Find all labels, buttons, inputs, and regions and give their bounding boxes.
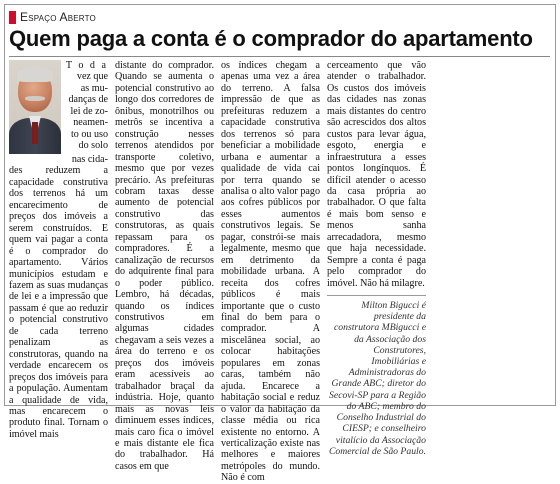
article-columns bbox=[9, 60, 550, 484]
side-line: to ou uso bbox=[70, 128, 108, 140]
side-line: lei de zo- bbox=[70, 105, 108, 117]
column-4-body: cerceamento que vão atender o trabalhador. Os custos dos imóveis das cidades nas zonas mais distantes do centro são acrescidos dos altos custos para levar água, esgoto, energia e infraestrutura a esses pontos longínquos. É difícil atender o acesso da casa própria ao trabalhador. O que falta é mais bom senso e menos sanha arrecadadora, mesmo que haja necessidade. Sempre a conta é paga pelo comprador do imóvel. Não há milagre. bbox=[327, 60, 426, 289]
section-kicker bbox=[9, 9, 550, 25]
column-1-top bbox=[9, 60, 108, 154]
column-3-body: os índices chegam a apenas uma vez a área do terreno. A falsa impressão de que as prefeituras reduzem a capacidade construtiva dos terrenos só para beneficiar a mobilidade urbana e aumentar a qualidade de vida cai por terra quando se analisa o alto valor pago aos cofres públicos por esses aumentos construtivos legais. Se pagar, constrói-se mais legalmente, mesmo que em detrimento da mobilidade urbana. A receita dos cofres públicos é mais importante que o custo final do bem para o comprador. A miscelânea social, ao colocar habitações populares em zonas caras, também não ajuda. Encarece a habitação social e reduz o valor da habitação da classe média ou rica existente no entorno. A verticalização existe nas melhores e maiores metrópoles do mundo. Não é com bbox=[221, 60, 320, 484]
side-line: T o d a bbox=[65, 60, 108, 71]
column-1-side-text bbox=[65, 60, 108, 154]
author-bio: Milton Bigucci é presidente da construtora MBigucci e da Associação dos Construtores, Imobiliárias e Administradoras do Grande ABC; diretor do Secovi-SP para a Região do ABC; membro do Conselho Industrial do CIESP; e conselheiro vitalício da Associação Comercial de São Paulo. bbox=[328, 300, 426, 457]
headline-rule bbox=[9, 56, 550, 57]
headline: Quem paga a conta é o comprador do apartamento bbox=[9, 26, 533, 51]
side-line: neamen- bbox=[73, 117, 108, 129]
bio-divider bbox=[327, 295, 426, 296]
section-label: Espaço Aberto bbox=[20, 10, 96, 24]
side-line: as mu- bbox=[80, 82, 108, 94]
column-4 bbox=[327, 60, 426, 484]
column-2-body: distante do comprador. Quando se aumenta o potencial construtivo ao longo dos corredores de ônibus, monotrilhos ou metrôs se incentiva a construção nesses terrenos atendidos por transporte coletivo, mesmo que por vezes precário. As prefeituras cobram taxas desse aumento de potencial construtivo das construtoras, as quais repassam para os compradores. É a canalização de recursos do adquirente final para o poder público. Lembro, há décadas, quando os índices construtivos em algumas cidades chegavam a seis vezes a área do terreno e os preços dos imóveis eram acessíveis ao trabalhador braçal da indústria. Hoje, quanto mais as novas leis diminuem esses índices, mais caro fica o imóvel e mais distante ele fica do trabalhador. Há casos em que bbox=[115, 60, 214, 472]
side-line: vez que bbox=[76, 71, 108, 83]
column-3 bbox=[221, 60, 320, 484]
article bbox=[4, 4, 556, 484]
side-line: do solo bbox=[78, 140, 108, 152]
side-line-last: nas cida- bbox=[71, 154, 108, 165]
author-photo bbox=[9, 60, 61, 154]
column-1 bbox=[9, 60, 108, 484]
section-accent-bar bbox=[9, 11, 16, 24]
column-1-body: des reduzem a capacidade construtiva dos terrenos há um encarecimento de preços dos imóveis a serem construídos. E quem vai pagar a conta é o comprador do apartamento. Vários municípios estudam e fazem as suas mudanças de lei e a impressão que passam é que ao reduzir o potencial construtivo de cada terreno penalizam as construtoras, quando na verdade encarecem os preços dos imóveis para a população. Aumentam a qualidade de vida, mas encarecem o produto final. Tornam o imóvel mais bbox=[9, 165, 108, 440]
column-2 bbox=[115, 60, 214, 484]
side-line: danças de bbox=[68, 94, 108, 106]
